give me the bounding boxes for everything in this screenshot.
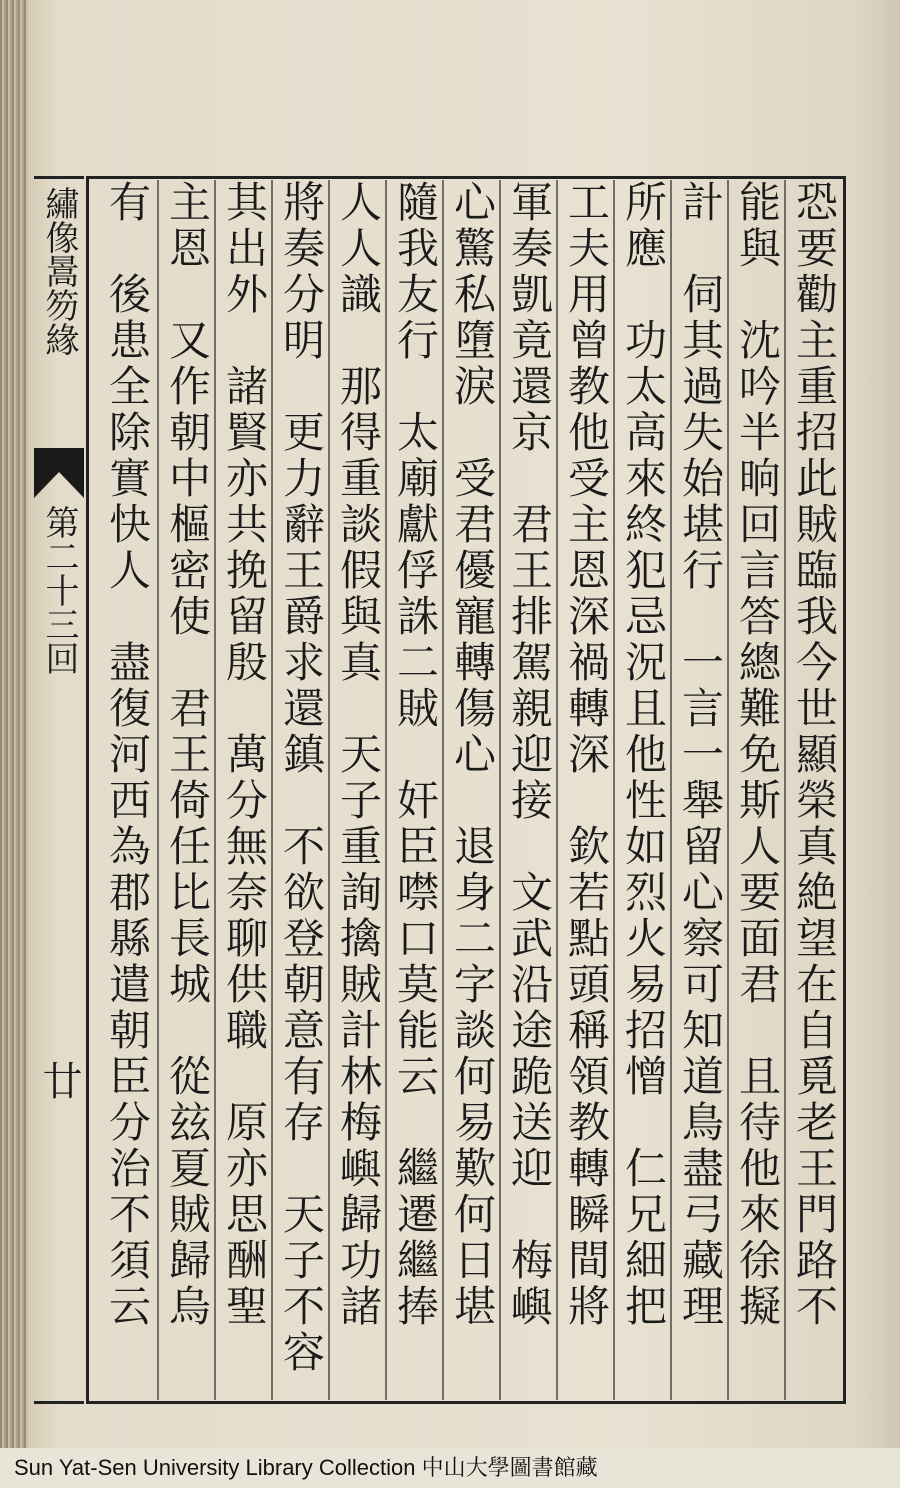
- column-rule: [556, 180, 558, 1400]
- text-column-8: 隨我友行 太廟獻俘誅二賊 奸臣噤口莫能云 繼遷繼捧: [391, 180, 440, 1330]
- column-rule: [442, 180, 444, 1400]
- column-rule: [157, 180, 159, 1400]
- column-rule: [613, 180, 615, 1400]
- text-column-7: 心驚私墮淚 受君優寵轉傷心 退身二字談何易歎何日堪: [448, 180, 497, 1330]
- text-column-2: 能與 沈吟半晌回言答總難免斯人要面君 且待他來徐擬: [733, 180, 782, 1330]
- text-column-9: 人人識 那得重談假與真 天子重詢擒賊計林梅嶼歸功諸: [334, 180, 383, 1330]
- text-column-6: 軍奏凱竟還京 君王排駕親迎接 文武沿途跪送迎 梅嶼: [505, 180, 554, 1330]
- text-column-11: 其出外 諸賢亦共挽留殷 萬分無奈聊供職 原亦思酬聖: [220, 180, 269, 1330]
- column-rule: [727, 180, 729, 1400]
- column-rule: [214, 180, 216, 1400]
- text-column-10: 將奏分明 更力辭王爵求還鎮 不欲登朝意有存 天子不容: [277, 180, 326, 1376]
- fishtail-mark-icon: [34, 448, 84, 498]
- column-rule: [385, 180, 387, 1400]
- text-column-1: 恐要勸主重招此賊臨我今世顯榮真絶望在自覓老王門路不: [790, 180, 839, 1330]
- text-column-3: 計 伺其過失始堪行 一言一舉留心察可知道鳥盡弓藏理: [676, 180, 725, 1330]
- page-number: 廿: [36, 1060, 82, 1100]
- text-column-4: 所應 功太高來終犯忌況且他性如烈火易招憎 仁兄細把: [619, 180, 668, 1330]
- collection-credit: Sun Yat-Sen University Library Collection 中山大學圖書館藏: [0, 1448, 900, 1488]
- column-rule: [670, 180, 672, 1400]
- text-column-12: 主恩 又作朝中樞密使 君王倚任比長城 從玆夏賊歸烏: [163, 180, 212, 1330]
- column-rule: [499, 180, 501, 1400]
- chapter-label: 第二十三回: [39, 505, 79, 675]
- column-rule: [328, 180, 330, 1400]
- column-rule: [784, 180, 786, 1400]
- text-column-5: 工夫用曾教他受主恩深禍轉深 欽若點頭稱領教轉瞬間將: [562, 180, 611, 1330]
- text-column-13: 有 後患全除實快人 盡復河西為郡縣遣朝臣分治不須云: [103, 180, 152, 1330]
- column-rule: [271, 180, 273, 1400]
- book-title: 繡像暠笏緣: [39, 186, 79, 356]
- stacked-page-edges: [0, 0, 28, 1448]
- page-gutter: [860, 0, 900, 1448]
